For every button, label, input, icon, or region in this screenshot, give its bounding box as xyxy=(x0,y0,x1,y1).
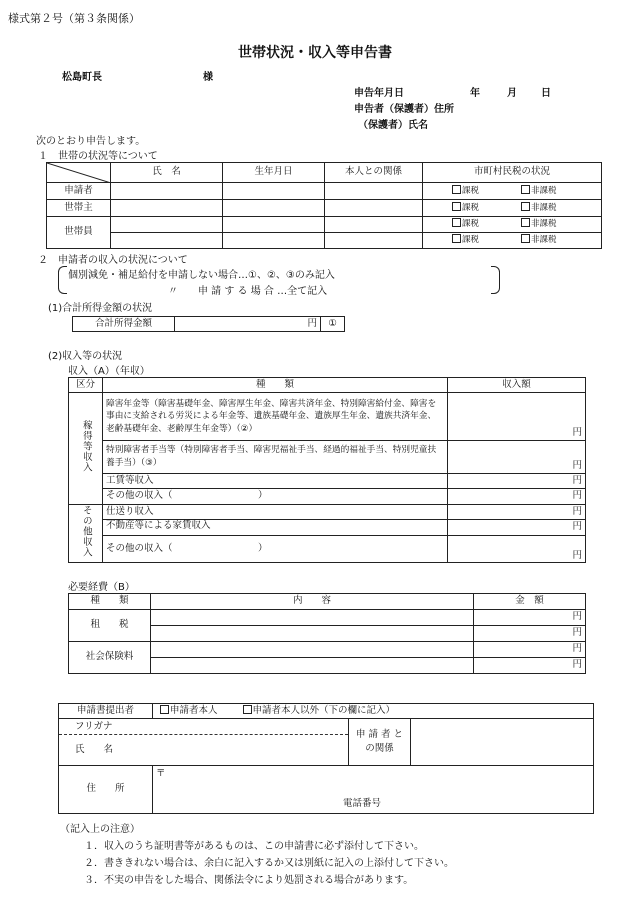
member-name-cell[interactable] xyxy=(111,217,223,233)
nontaxed-checkbox[interactable]: 非課税 xyxy=(521,203,557,213)
notes-heading: （記入上の注意） xyxy=(60,824,140,835)
corner-cell xyxy=(47,163,111,183)
expense-table xyxy=(68,593,586,674)
row-applicant: 申請者 xyxy=(47,183,111,200)
col-expense-content: 内 容 xyxy=(151,594,474,610)
insurance-amount[interactable]: 円 xyxy=(474,658,586,674)
tax-amount[interactable]: 円 xyxy=(474,626,586,642)
applicant-birth-cell[interactable] xyxy=(223,183,325,200)
name-label: 氏 名 xyxy=(75,744,114,755)
self-checkbox[interactable]: 申請者本人 xyxy=(160,705,218,716)
insurance-content-cell[interactable] xyxy=(151,658,474,674)
col-expense-type: 種 類 xyxy=(69,594,151,610)
tax-amount[interactable]: 円 xyxy=(474,610,586,626)
col-relation: 本人との関係 xyxy=(325,163,423,183)
instruction-line-2: 〃 申 請 す る 場 合 …全て記入 xyxy=(168,286,328,297)
instruction-line-1: 個別減免・補足給付を申請しない場合…①、②、③のみ記入 xyxy=(68,270,335,281)
note-item: ２．書ききれない場合は、余白に記入するか又は別紙に記入の上添付して下さい。 xyxy=(84,858,454,869)
date-label: 申告年月日 xyxy=(354,88,404,99)
member-name-cell[interactable] xyxy=(111,233,223,249)
householder-relation-cell[interactable] xyxy=(325,200,423,217)
other-earned-amount[interactable]: 円 xyxy=(448,489,586,505)
total-income-amount[interactable] xyxy=(175,317,321,332)
wage-amount[interactable]: 円 xyxy=(448,474,586,489)
section2-heading: ２ 申請者の収入の状況について xyxy=(38,255,188,266)
form-number: 様式第２号（第３条関係） xyxy=(8,12,140,25)
taxed-checkbox[interactable]: 課税 xyxy=(452,203,479,213)
applicant-relation-cell[interactable] xyxy=(325,183,423,200)
rent-item: 不動産等による家賃収入 xyxy=(103,520,448,536)
phone-label: 電話番号 xyxy=(343,798,382,809)
tax-content-cell[interactable] xyxy=(151,626,474,642)
other-income-category: その他収入 xyxy=(69,505,103,563)
submitter-label: 申請書提出者 xyxy=(59,704,153,719)
date-year: 年 xyxy=(470,88,480,99)
date-month: 月 xyxy=(507,88,517,99)
nontaxed-checkbox[interactable]: 非課税 xyxy=(521,219,557,229)
yen-unit: 円 xyxy=(307,317,317,329)
note-item: ３．不実の申告をした場合、関係法令により処罰される場合があります。 xyxy=(84,875,414,886)
page-title: 世帯状況・収入等申告書 xyxy=(238,45,392,61)
circle-1-marker: ① xyxy=(321,317,345,332)
member-relation-cell[interactable] xyxy=(325,217,423,233)
date-day: 日 xyxy=(541,88,551,99)
postal-mark: 〒 xyxy=(156,768,166,779)
address-label: 住 所 xyxy=(59,766,153,814)
other-income-item: その他の収入（ ） xyxy=(103,536,448,563)
income-table xyxy=(68,377,586,563)
taxed-checkbox[interactable]: 課税 xyxy=(452,219,479,229)
other-checkbox[interactable]: 申請者本人以外（下の欄に記入） xyxy=(243,705,396,716)
total-income-label: 合計所得金額 xyxy=(73,317,175,332)
col-birthdate: 生年月日 xyxy=(223,163,325,183)
insurance-label: 社会保険料 xyxy=(69,642,151,674)
taxed-checkbox[interactable]: 課税 xyxy=(452,235,479,245)
tax-label: 租 税 xyxy=(69,610,151,642)
intro-text: 次のとおり申告します。 xyxy=(36,136,146,147)
col-expense-amount: 金 額 xyxy=(474,594,586,610)
household-table xyxy=(46,162,602,249)
rent-amount[interactable]: 円 xyxy=(448,520,586,536)
expense-heading: 必要経費（B） xyxy=(68,582,135,593)
note-item: １．収入のうち証明書等があるものは、この申請書に必ず添付して下さい。 xyxy=(84,841,424,852)
applicant-address-label: 申告者（保護者）住所 xyxy=(354,104,454,115)
applicant-name-cell[interactable] xyxy=(111,183,223,200)
addressee-suffix: 様 xyxy=(203,72,213,83)
tax-content-cell[interactable] xyxy=(151,610,474,626)
row-member: 世帯員 xyxy=(47,217,111,249)
remittance-item: 仕送り収入 xyxy=(103,505,448,520)
member-relation-cell[interactable] xyxy=(325,233,423,249)
member-birth-cell[interactable] xyxy=(223,217,325,233)
nontaxed-checkbox[interactable]: 非課税 xyxy=(521,235,557,245)
col-name: 氏 名 xyxy=(111,163,223,183)
subsection1-heading: (1)合計所得金額の状況 xyxy=(48,303,153,314)
householder-name-cell[interactable] xyxy=(111,200,223,217)
col-tax-status: 市町村民税の状況 xyxy=(423,163,602,183)
pension-item: 障害年金等（障害基礎年金、障害厚生年金、障害共済年金、特別障害給付金、障害を事由に支給される労災による年金等、遺族基礎年金、遺族厚生年金、遺族共済年金、老齢基礎年金、老齢厚生年金等）（②） xyxy=(103,393,448,441)
earned-income-category: 稼得等収入 xyxy=(69,393,103,505)
taxed-checkbox[interactable]: 課税 xyxy=(452,186,479,196)
subsection2-heading: (2)収入等の状況 xyxy=(48,351,123,362)
allowance-item: 特別障害者手当等（特別障害者手当、障害児福祉手当、経過的福祉手当、特別児童扶養手当）（③） xyxy=(103,441,448,474)
applicant-name-label: （保護者）氏名 xyxy=(358,120,428,131)
section1-heading: １ 世帯の状況等について xyxy=(38,151,158,162)
insurance-content-cell[interactable] xyxy=(151,642,474,658)
other-income-amount[interactable]: 円 xyxy=(448,536,586,563)
col-type: 種 類 xyxy=(103,378,448,393)
addressee: 松島町長 xyxy=(62,72,102,83)
row-householder: 世帯主 xyxy=(47,200,111,217)
address-input[interactable] xyxy=(153,766,594,814)
submitter-table xyxy=(58,703,594,814)
total-income-table xyxy=(72,316,345,332)
income-heading: 収入（A）（年収） xyxy=(68,366,150,377)
wage-item: 工賃等収入 xyxy=(103,474,448,489)
remittance-amount[interactable]: 円 xyxy=(448,505,586,520)
pension-amount[interactable]: 円 xyxy=(448,393,586,441)
member-birth-cell[interactable] xyxy=(223,233,325,249)
insurance-amount[interactable]: 円 xyxy=(474,642,586,658)
col-category: 区分 xyxy=(69,378,103,393)
col-income-amount: 収入額 xyxy=(448,378,586,393)
other-earned-item: その他の収入（ ） xyxy=(103,489,448,505)
right-brace xyxy=(491,266,500,294)
name-block xyxy=(59,719,349,766)
allowance-amount[interactable]: 円 xyxy=(448,441,586,474)
left-brace xyxy=(58,266,67,294)
householder-birth-cell[interactable] xyxy=(223,200,325,217)
furigana-label: フリガナ xyxy=(59,719,348,735)
relation-input[interactable] xyxy=(411,719,594,766)
relation-label: 申 請 者 との関係 xyxy=(349,719,411,766)
nontaxed-checkbox[interactable]: 非課税 xyxy=(521,186,557,196)
